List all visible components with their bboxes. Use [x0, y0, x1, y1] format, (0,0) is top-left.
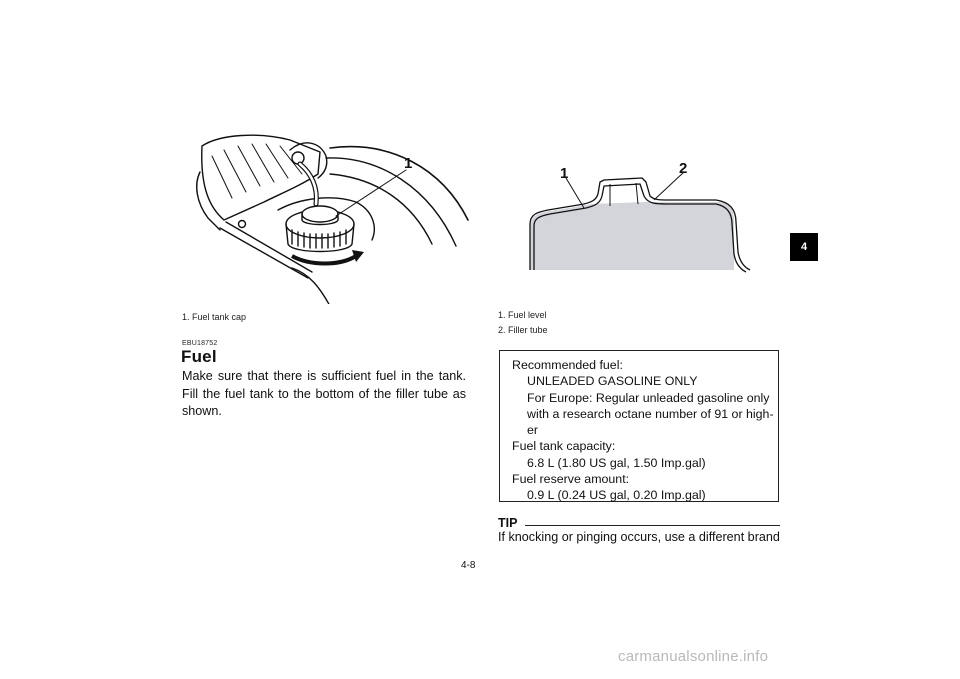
fuel-spec-box [499, 350, 779, 502]
fuel-tank-cap-illustration [180, 128, 470, 304]
caption-item: 1. Fuel tank cap [182, 312, 247, 322]
section-title: Fuel [181, 347, 217, 366]
page-number: 4-8 [461, 560, 476, 571]
spec-label: Fuel tank capacity: [512, 439, 616, 454]
tip-label: TIP [498, 516, 518, 530]
section-code: EBU18752 [182, 340, 218, 347]
spec-label: Fuel reserve amount: [512, 472, 630, 487]
figure-caption [498, 308, 548, 338]
callout-number-fuel-level: 1 [560, 165, 569, 182]
tip-text: If knocking or pinging occurs, use a different brand [498, 530, 780, 544]
caption-item: 2. Filler tube [498, 325, 548, 335]
callout-number: 1 [404, 155, 413, 172]
spec-value: 6.8 L (1.80 US gal, 1.50 Imp.gal) [527, 455, 706, 470]
spec-value: er [527, 423, 539, 438]
section-body: Make sure that there is sufficient fuel in the tank. Fill the fuel tank to the bottom of the filler tube as shown. [182, 369, 466, 418]
callout-number-filler-tube: 2 [679, 160, 688, 177]
chapter-tab-label: 4 [800, 241, 808, 253]
spec-value: with a research octane number of 91 or high- [527, 406, 774, 421]
spec-label: Recommended fuel: [512, 358, 623, 372]
spec-value: For Europe: Regular unleaded gasoline only [527, 390, 770, 405]
spec-value: 0.9 L (0.24 US gal, 0.20 Imp.gal) [527, 488, 706, 503]
chapter-tab[interactable] [790, 233, 818, 261]
watermark: carmanualsonline.info [618, 648, 769, 665]
figure-caption [182, 310, 246, 325]
tip-rule [525, 525, 780, 526]
tip-heading [498, 514, 780, 528]
caption-item: 1. Fuel level [498, 310, 547, 320]
spec-value: UNLEADED GASOLINE ONLY [527, 374, 698, 389]
